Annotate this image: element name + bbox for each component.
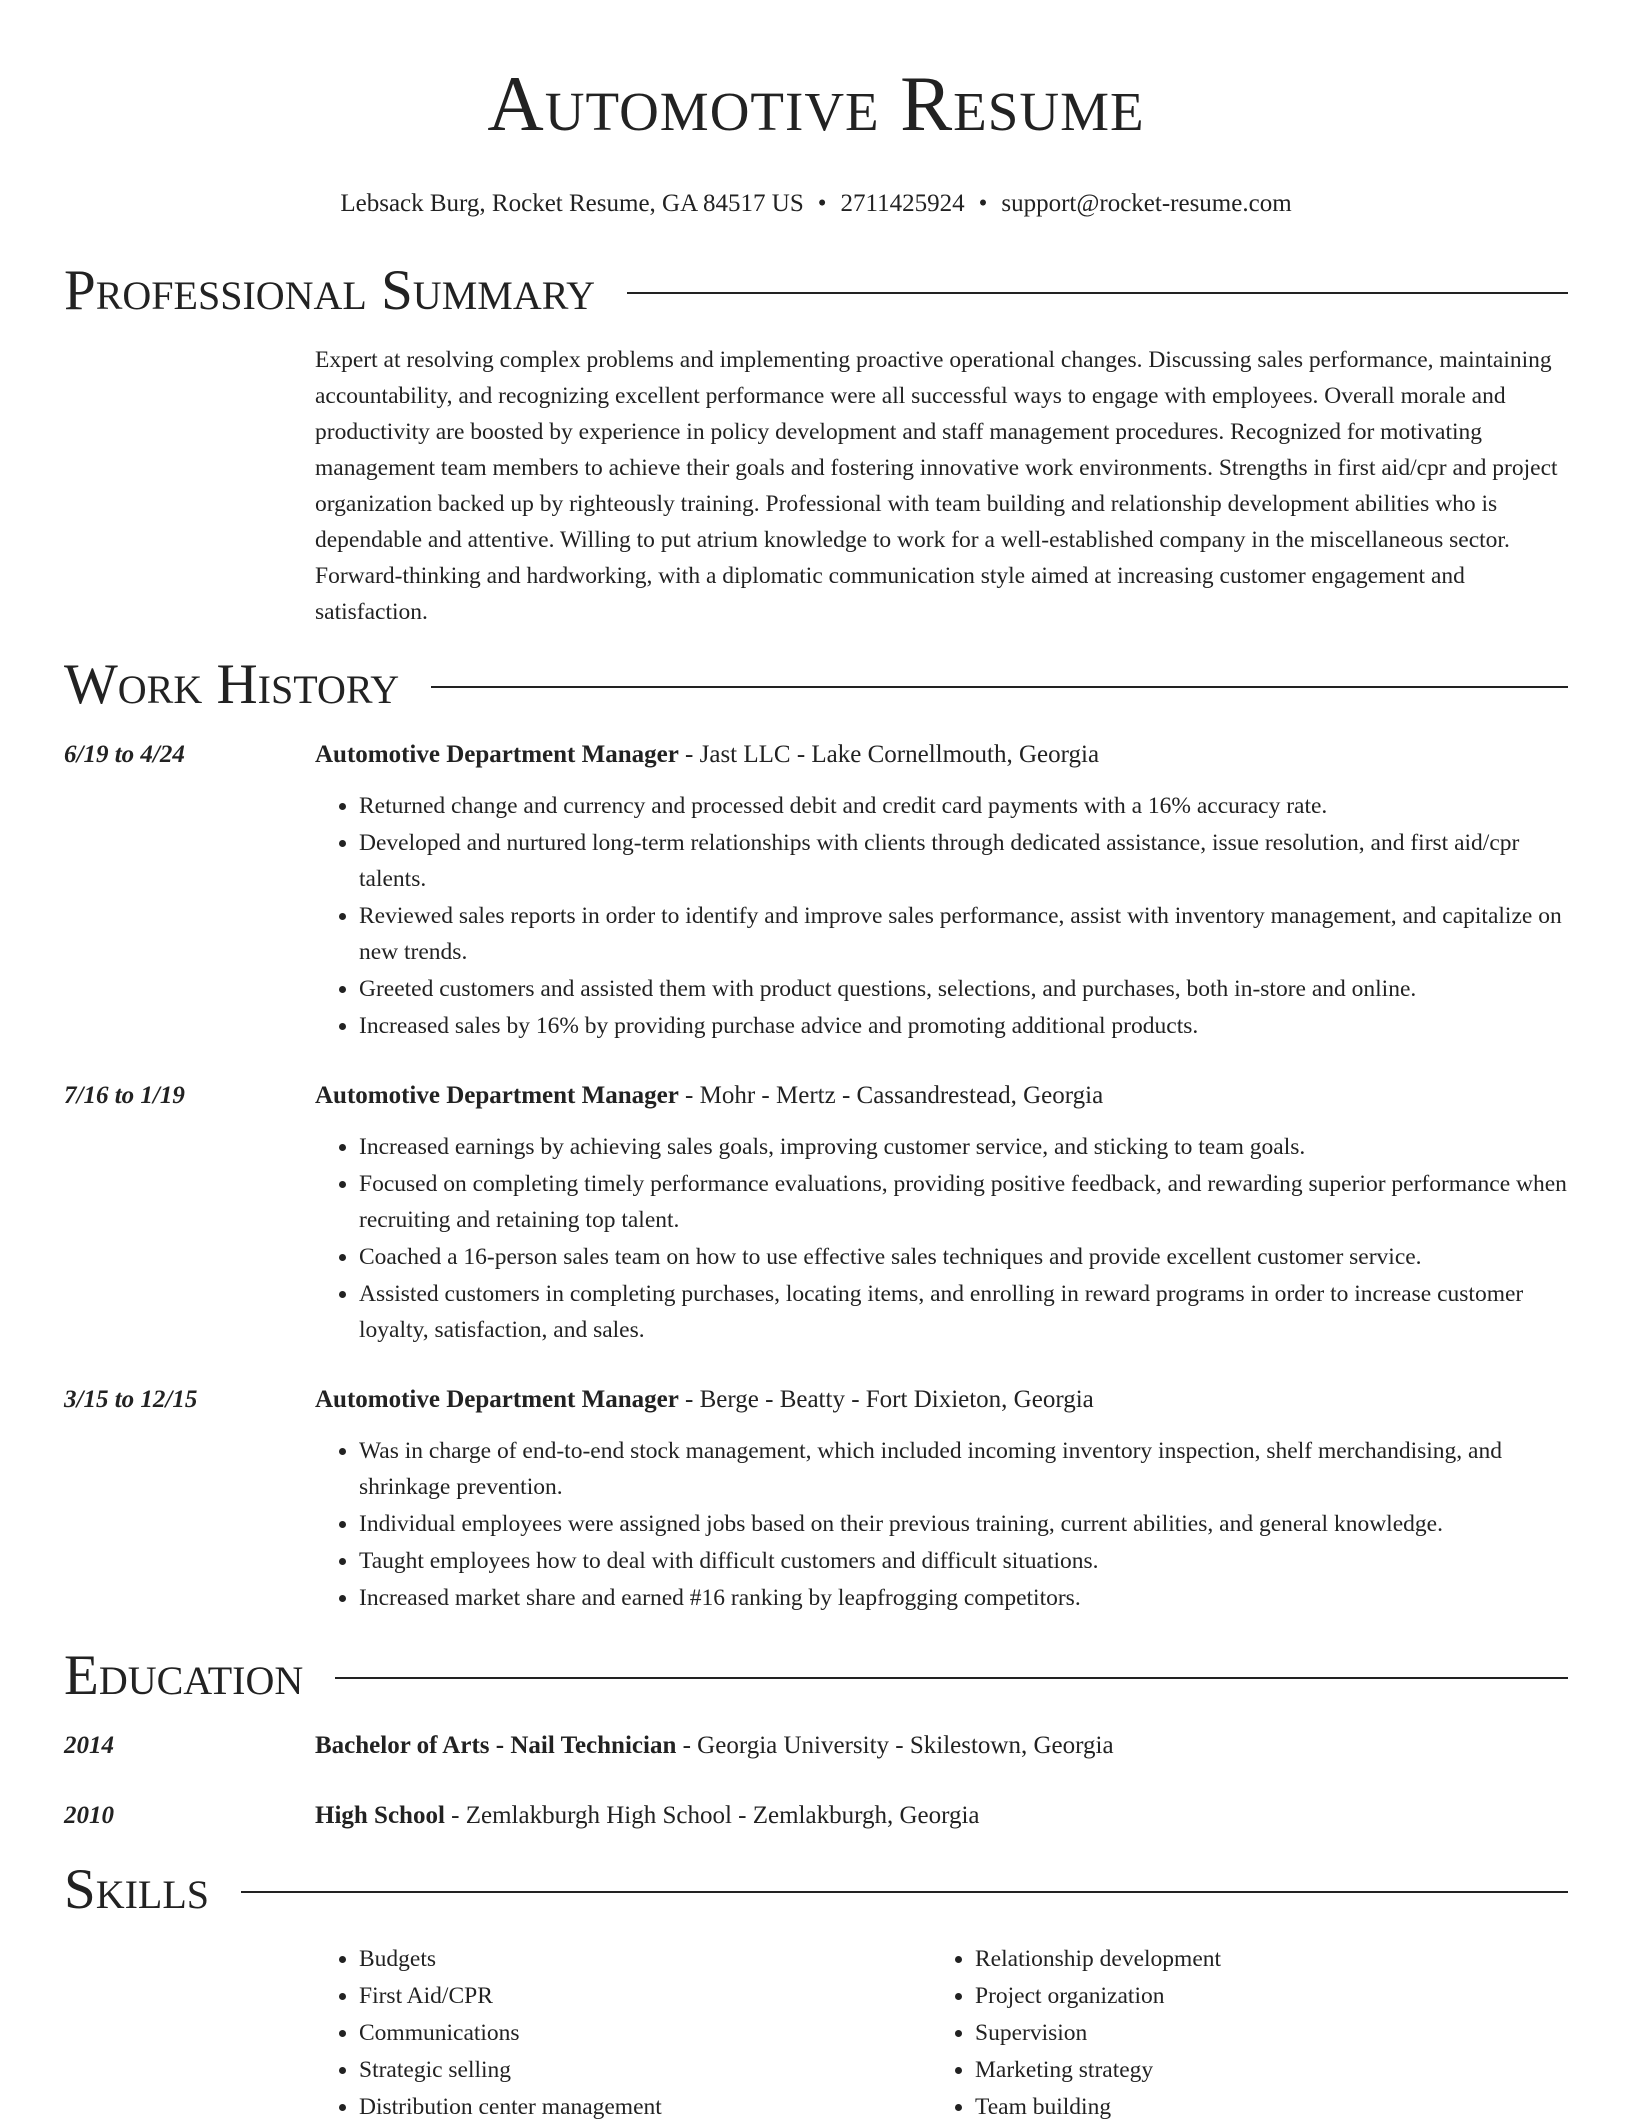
list-item: • Reviewed sales reports in order to identify and improve sales performance, assist with inventory management, and capitalize on new trends. xyxy=(359,898,1568,970)
summary-row xyxy=(64,326,1568,630)
job-entry xyxy=(64,1079,1568,1349)
job-bullets xyxy=(315,1129,1568,1348)
address: Lebsack Burg, Rocket Resume, GA 84517 US xyxy=(340,190,804,217)
resume-header xyxy=(64,0,1568,220)
job-entry xyxy=(64,1383,1568,1617)
job-entry xyxy=(64,738,1568,1045)
job-role: Automotive Department Manager xyxy=(315,1082,679,1109)
job-details: - Mohr - Mertz - Cassandrestead, Georgia xyxy=(678,1082,1104,1109)
education-year: 2010 xyxy=(64,1802,114,1829)
list-item: • Increased earnings by achieving sales goals, improving customer service, and sticking to team goals. xyxy=(359,1129,1568,1165)
list-item: • Greeted customers and assisted them with product questions, selections, and purchases, both in-store and online. xyxy=(359,971,1568,1007)
skills-list-left xyxy=(315,1941,931,2125)
job-details: - Berge - Beatty - Fort Dixieton, Georgia xyxy=(678,1386,1094,1413)
education-entry xyxy=(64,1799,1568,1833)
section-divider xyxy=(627,292,1568,294)
section-heading xyxy=(64,256,1568,326)
job-role: Automotive Department Manager xyxy=(315,1386,679,1413)
job-dates: 6/19 to 4/24 xyxy=(64,741,185,768)
work-history-section xyxy=(64,650,1568,1617)
section-title: Professional Summary xyxy=(64,259,596,322)
job-role: Automotive Department Manager xyxy=(315,741,679,768)
education-details: - Zemlakburgh High School - Zemlakburgh, Georgia xyxy=(444,1802,980,1829)
education-entry xyxy=(64,1729,1568,1763)
skill-item: • Communications xyxy=(359,2015,931,2051)
skill-item: • Marketing strategy xyxy=(975,2052,1547,2088)
skill-item: • Strategic selling xyxy=(359,2052,931,2088)
section-divider xyxy=(335,1677,1568,1679)
list-item: • Developed and nurtured long-term relationships with clients through dedicated assistance, issue resolution, and first aid/cpr talents. xyxy=(359,825,1568,897)
education-degree: High School xyxy=(315,1802,445,1829)
job-heading xyxy=(315,738,1568,772)
job-heading xyxy=(315,1079,1568,1113)
skill-item: • First Aid/CPR xyxy=(359,1978,931,2014)
list-item: • Individual employees were assigned jobs based on their previous training, current abilities, and general knowledge. xyxy=(359,1506,1568,1542)
list-item: • Assisted customers in completing purchases, locating items, and enrolling in reward programs in order to increase customer loyalty, satisfaction, and sales. xyxy=(359,1276,1568,1348)
email-link[interactable]: support@rocket-resume.com xyxy=(1001,190,1292,217)
section-heading xyxy=(64,1641,1568,1711)
summary-section xyxy=(64,256,1568,630)
job-dates: 3/15 to 12/15 xyxy=(64,1386,198,1413)
skill-item: • Budgets xyxy=(359,1941,931,1977)
job-heading xyxy=(315,1383,1568,1417)
section-divider xyxy=(241,1891,1568,1893)
job-details: - Jast LLC - Lake Cornellmouth, Georgia xyxy=(678,741,1100,768)
list-item: • Was in charge of end-to-end stock management, which included incoming inventory inspection, shelf merchandising, and shrinkage prevention. xyxy=(359,1433,1568,1505)
separator: • xyxy=(817,190,827,217)
phone: 2711425924 xyxy=(840,190,965,217)
job-bullets xyxy=(315,1433,1568,1616)
summary-text: Expert at resolving complex problems and implementing proactive operational changes. Discussing sales performance, maintaining accountability, and recognizing excellent performance were all successful ways to engage with employees. Overall morale and productivity are boosted by experience in policy development and staff management procedures. Recognized for motivating management team members to achieve their goals and fostering innovative work environments. Strengths in first aid/cpr and project organization backed up by righteously training. Professional with team building and relationship development abilities who is dependable and attentive. Willing to put atrium knowledge to work for a well-established company in the miscellaneous sector. Forward-thinking and hardworking, with a diplomatic communication style aimed at increasing customer engagement and satisfaction. xyxy=(315,347,1558,625)
list-item: • Coached a 16-person sales team on how to use effective sales techniques and provide excellent customer service. xyxy=(359,1239,1568,1275)
education-degree: Bachelor of Arts - Nail Technician xyxy=(315,1732,677,1759)
list-item: • Increased sales by 16% by providing purchase advice and promoting additional products. xyxy=(359,1008,1568,1044)
resume-page xyxy=(64,0,1568,2126)
skill-item: • Supervision xyxy=(975,2015,1547,2051)
job-dates: 7/16 to 1/19 xyxy=(64,1082,185,1109)
section-heading xyxy=(64,1855,1568,1925)
skills-list-right xyxy=(931,1941,1547,2125)
skill-item: • Distribution center management xyxy=(359,2089,931,2125)
skills-section xyxy=(64,1855,1568,2126)
job-bullets xyxy=(315,788,1568,1044)
education-details: - Georgia University - Skilestown, Georgia xyxy=(676,1732,1114,1759)
section-heading xyxy=(64,650,1568,720)
section-title: Education xyxy=(64,1644,304,1707)
section-divider xyxy=(431,686,1568,688)
job-list xyxy=(64,738,1568,1617)
resume-name: Automotive Resume xyxy=(487,60,1145,147)
education-section xyxy=(64,1641,1568,1833)
section-title: Work History xyxy=(64,653,400,716)
list-item: • Returned change and currency and processed debit and credit card payments with a 16% accuracy rate. xyxy=(359,788,1568,824)
separator: • xyxy=(978,190,988,217)
list-item: • Increased market share and earned #16 ranking by leapfrogging competitors. xyxy=(359,1580,1568,1616)
list-item: • Focused on completing timely performance evaluations, providing positive feedback, and rewarding superior performance when recruiting and retaining top talent. xyxy=(359,1166,1568,1238)
section-title: Skills xyxy=(64,1858,210,1921)
education-year: 2014 xyxy=(64,1732,114,1759)
contact-line xyxy=(64,188,1568,220)
list-item: • Taught employees how to deal with difficult customers and difficult situations. xyxy=(359,1543,1568,1579)
skill-item: • Project organization xyxy=(975,1978,1547,2014)
skill-item: • Team building xyxy=(975,2089,1547,2125)
skills-columns xyxy=(315,1941,1568,2126)
skill-item: • Relationship development xyxy=(975,1941,1547,1977)
